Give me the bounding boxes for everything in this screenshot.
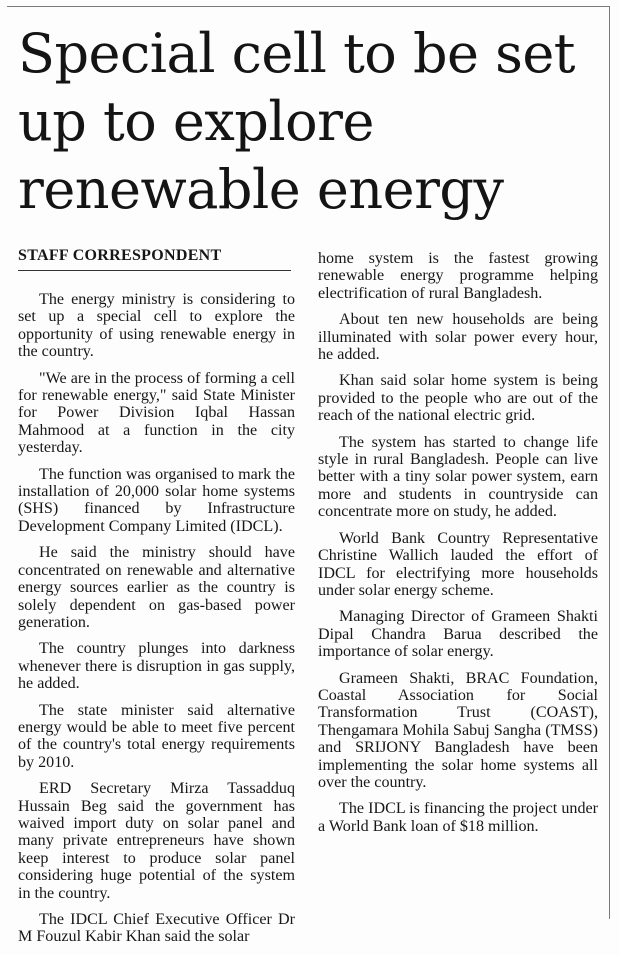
- paragraph: World Bank Country Representative Christine Wallich lauded the effort of IDCL for electrifying more households under solar energy scheme.: [318, 529, 598, 599]
- paragraph: About ten new households are being illuminated with solar power every hour, he added.: [318, 311, 598, 364]
- paragraph: "We are in the process of forming a cell for renewable energy," said State Minister for Power Division Iqbal Hassan Mahmood at a function in the city yesterday.: [18, 369, 295, 457]
- paragraph: home system is the fastest growing renewable energy programme helping electrification of rural Bangladesh.: [318, 250, 598, 302]
- column-left: [18, 291, 295, 955]
- paragraph: The system has started to change life style in rural Bangladesh. People can live better with a tiny solar power system, earn more and students in countryside can concentrate more on study, he added.: [318, 433, 598, 521]
- byline: STAFF CORRESPONDENT: [18, 245, 291, 271]
- paragraph: He said the ministry should have concentrated on renewable and alternative energy sources earlier as the country is solely dependent on gas-based power generation.: [18, 544, 295, 631]
- paragraph: Managing Director of Grameen Shakti Dipal Chandra Barua described the importance of solar energy.: [318, 608, 598, 661]
- paragraph: The IDCL is financing the project under a World Bank loan of $18 million.: [318, 800, 598, 835]
- paragraph: Khan said solar home system is being provided to the people who are out of the reach of the national electric grid.: [318, 372, 598, 425]
- paragraph: ERD Secretary Mirza Tassadduq Hussain Beg said the government has waived import duty on solar panel and many private entrepreneurs have shown keep interest to produce solar panel considering huge potential of the system in the country.: [18, 780, 295, 902]
- paragraph: The energy ministry is considering to set up a special cell to explore the opportunity of using renewable energy in the country.: [18, 291, 295, 361]
- paragraph: The country plunges into darkness whenever there is disruption in gas supply, he added.: [18, 640, 295, 693]
- paragraph: Grameen Shakti, BRAC Foundation, Coastal Association for Social Transformation Trust (COAST), Thengamara Mohila Sabuj Sangha (TMSS) and SRIJONY Bangladesh have been implementing the solar home systems all over the country.: [318, 669, 598, 791]
- paragraph: The function was organised to mark the installation of 20,000 solar home systems (SHS) financed by Infrastructure Development Company Limited (IDCL).: [18, 465, 295, 535]
- paragraph: The IDCL Chief Executive Officer Dr M Fouzul Kabir Khan said the solar: [18, 911, 295, 946]
- headline: Special cell to be set up to explore renewable energy: [18, 22, 576, 221]
- column-right: [318, 250, 598, 844]
- paragraph: The state minister said alternative energy would be able to meet five percent of the country's total energy requirements by 2010.: [18, 701, 295, 771]
